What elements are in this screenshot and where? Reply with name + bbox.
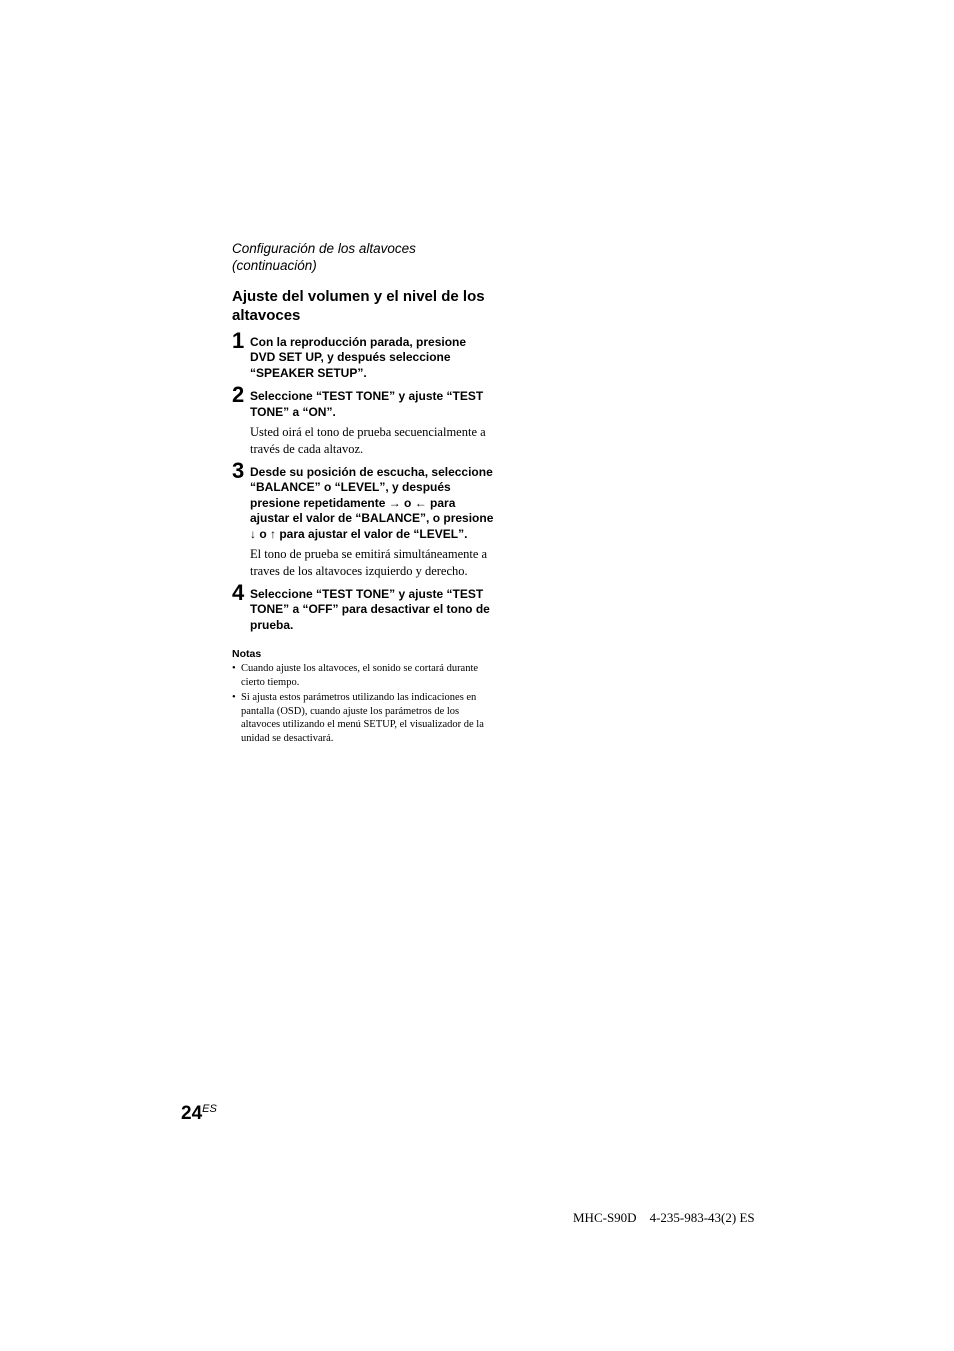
content-column [232, 240, 494, 747]
step-explanation: Usted oirá el tono de prueba secuencialmente a través de cada altavoz. [250, 425, 486, 456]
note-text: Si ajusta estos parámetros utilizando las indicaciones en pantalla (OSD), cuando ajuste los parámetros de los altavoces utilizando el menú SETUP, el visualizador de la unidad se desactivará. [241, 691, 484, 745]
page-number [181, 1097, 217, 1126]
step-explanation: El tono de prueba se emitirá simultáneamente a traves de los altavoces izquierdo y derecho. [250, 547, 488, 578]
step-instruction: Seleccione “TEST TONE” y ajuste “TEST TONE” a “OFF” para desactivar el tono de prueba. [250, 587, 490, 632]
notes-list [232, 662, 494, 746]
step-3 [232, 458, 494, 579]
note-item [232, 662, 494, 690]
step-4 [232, 580, 494, 633]
step-instruction: Desde su posición de escucha, seleccione “BALANCE” o “LEVEL”, y después presione repetidamente → o ← para ajustar el valor de “BALANCE”, o presione ↓ o ↑ para ajustar el valor de “LEVEL”. [250, 465, 494, 541]
section-reference: Configuración de los altavoces (continuación) [232, 241, 416, 273]
bullet-icon: • [232, 691, 236, 703]
footer-model-code: MHC-S90D 4-235-983-43(2) ES [573, 1210, 755, 1225]
step-number: 1 [232, 328, 245, 353]
step-number: 3 [232, 458, 245, 484]
step-number: 4 [232, 580, 245, 606]
section-heading: Ajuste del volumen y el nivel de los altavoces [232, 288, 485, 324]
bullet-icon: • [232, 663, 236, 675]
step-instruction: Seleccione “TEST TONE” y ajuste “TEST TONE” a “ON”. [250, 389, 484, 419]
note-text: Cuando ajuste los altavoces, el sonido se cortará durante cierto tiempo. [241, 663, 479, 689]
note-item [232, 691, 494, 746]
step-2 [232, 382, 494, 457]
step-instruction: Con la reproducción parada, presione DVD SET UP, y después seleccione “SPEAKER SETUP”. [250, 335, 467, 380]
page-number-value: 24 [181, 1103, 203, 1124]
page-language-suffix: ES [202, 1103, 217, 1115]
step-1 [232, 328, 494, 381]
notes-title: Notas [232, 648, 262, 661]
step-number: 2 [232, 382, 245, 408]
